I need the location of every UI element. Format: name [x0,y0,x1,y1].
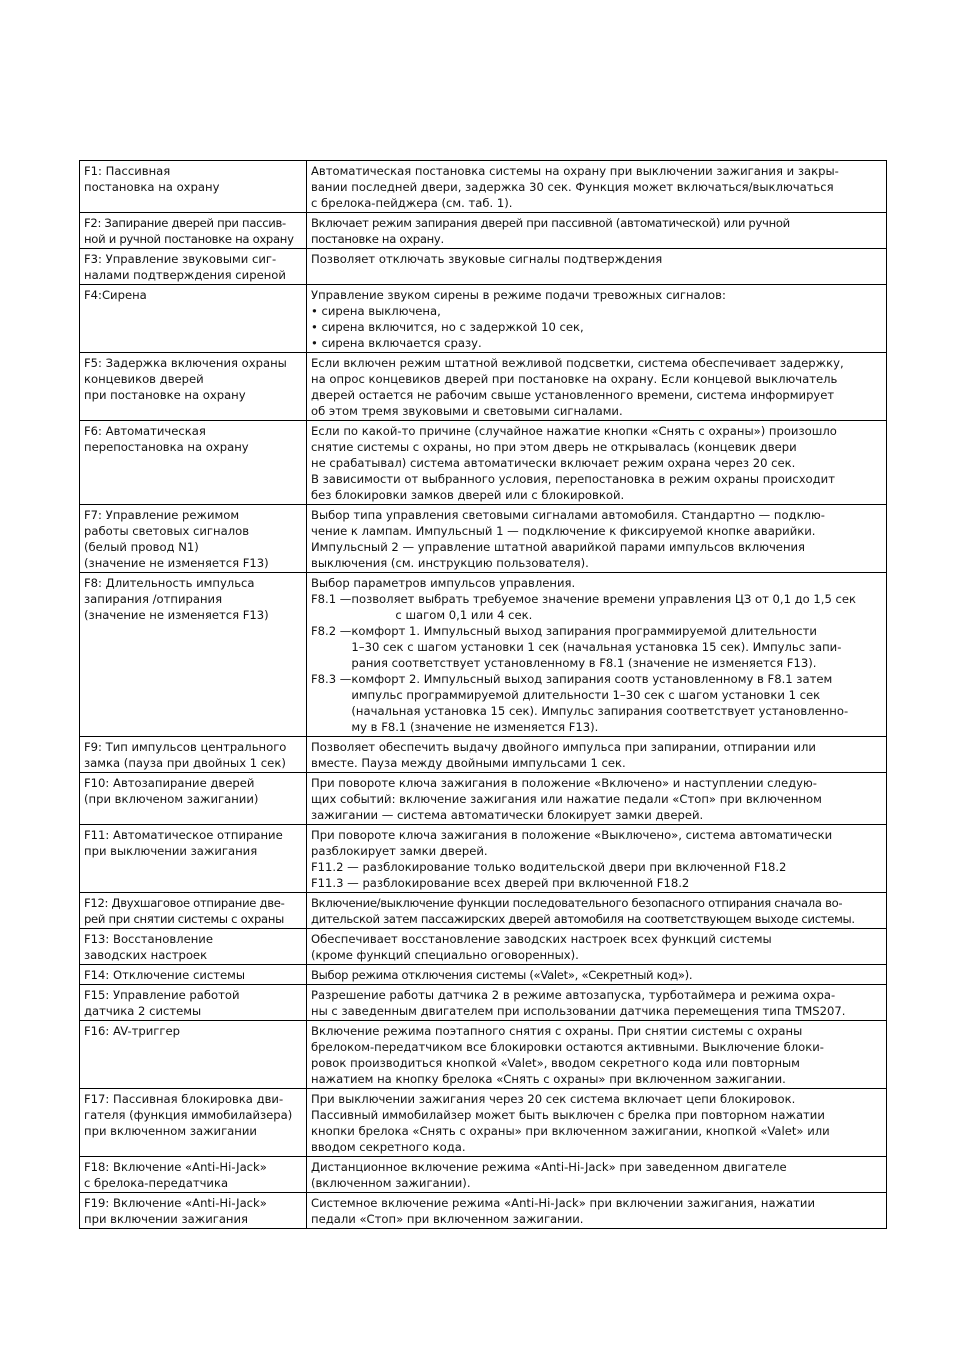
function-name-cell [80,213,307,249]
function-description-cell [307,773,887,825]
description-line: (начальная установка 15 сек). Импульс запирания соответствует установленно- [351,704,849,718]
description-line: нажатием на кнопку брелока «Снять с охраны» при включенном зажигании. [311,1072,786,1086]
function-name-cell [80,1089,307,1157]
function-name-line: (значение не изменяется F13) [84,608,269,622]
description-line: щих событий: включение зажигания или нажатие педали «Стоп» при включенном [311,792,822,806]
description-line: ны с заведенным двигателем при использовании датчика перемещения типа TMS207. [311,1004,846,1018]
description-line: об этом тремя звуковыми и световыми сигналами. [311,404,623,418]
function-description-cell [307,737,887,773]
function-name-cell [80,1193,307,1229]
description-line: Управление звуком сирены в режиме подачи тревожных сигналов: [311,288,726,302]
description-line: F11.3 — разблокирование всех дверей при включенной F18.2 [311,876,690,890]
description-line: разблокирует замки дверей. [311,844,488,858]
function-name-line: F18: Включение «Anti-Hi-Jack» [84,1160,267,1174]
description-line: Включает режим запирания дверей при пассивной (автоматической) или ручной [311,216,790,230]
sub-option-code: F8.3 — [311,672,352,686]
function-name-cell [80,985,307,1021]
function-description-cell [307,825,887,893]
description-line: Выбор параметров импульсов управления. [311,576,576,590]
function-name-line: рей при снятии системы с охраны [84,912,284,926]
function-description-cell [307,421,887,505]
function-name-line: F10: Автозапирание дверей [84,776,255,790]
function-description-cell [307,1193,887,1229]
description-line: Включение/выключение функции последовательного безопасного отпирания сначала во- [311,896,843,910]
description-line: вании последней двери, задержка 30 сек. Функция может включаться/выключаться [311,180,834,194]
function-name-line: налами подтверждения сиреной [84,268,286,282]
description-line: му в F8.1 (значение не изменяется F13). [351,720,599,734]
description-line: F11.2 — разблокирование только водительской двери при включенной F18.2 [311,860,787,874]
function-description-cell [307,985,887,1021]
description-line: дительской затем пассажирских дверей автомобиля на соответствующем выходе системы. [311,912,855,926]
function-name-cell [80,505,307,573]
function-description-cell [307,965,887,985]
description-line: педали «Стоп» при включенном зажигании. [311,1212,584,1226]
function-name-cell [80,893,307,929]
function-name-line: F15: Управление работой [84,988,240,1002]
function-name-line: гателя (функция иммобилайзера) [84,1108,293,1122]
description-line: В зависимости от выбранного условия, перепостановка в режим охраны происходит [311,472,835,486]
function-name-line: (значение не изменяется F13) [84,556,269,570]
function-row [80,285,887,353]
function-row [80,421,887,505]
sub-option-code: F8.1 — [311,592,352,606]
description-line: 1–30 сек с шагом установки 1 сек (начальная установка 15 сек). Импульс запи- [351,640,842,654]
function-row [80,985,887,1021]
function-row [80,1157,887,1193]
function-name-line: при включении зажигания [84,1212,249,1226]
description-line: вводом секретного кода. [311,1140,466,1154]
function-name-cell [80,737,307,773]
description-line: постановке на охрану. [311,232,444,246]
description-line: Дистанционное включение режима «Anti-Hi-Jack» при заведенном двигателе [311,1160,787,1174]
function-name-line: при постановке на охрану [84,388,246,402]
function-name-line: F7: Управление режимом [84,508,240,522]
function-name-line: F16: AV-триггер [84,1024,180,1038]
description-line: (включенном зажигании). [311,1176,471,1190]
function-row [80,573,887,737]
description-line: ровок производиться кнопкой «Valet», вводом секретного кода или повторным [311,1056,800,1070]
function-name-line: F6: Автоматическая [84,424,206,438]
function-description-cell [307,1089,887,1157]
description-line: Системное включение режима «Anti-Hi-Jack» при включении зажигания, нажатии [311,1196,815,1210]
description-line: • сирена включается сразу. [311,336,482,350]
function-name-line: F19: Включение «Anti-Hi-Jack» [84,1196,267,1210]
description-line: брелоком-передатчиком все блокировки остаются активными. Выключение блоки- [311,1040,824,1054]
description-line: Позволяет отключать звуковые сигналы подтверждения [311,252,663,266]
description-line: зажигании — система автоматически блокирует замки дверей. [311,808,704,822]
function-description-cell [307,285,887,353]
function-name-cell [80,1157,307,1193]
function-name-line: ной и ручной постановке на охрану [84,232,294,246]
description-line: выключения (см. инструкцию пользователя). [311,556,589,570]
description-line: комфорт 2. Импульсный выход запирания соотв установленному в F8.1 затем [351,672,833,686]
description-line: • сирена включится, но с задержкой 10 сек, [311,320,584,334]
function-description-cell [307,249,887,285]
function-row [80,213,887,249]
sub-option-item [311,671,882,735]
sub-option-item [311,623,882,671]
function-description-cell [307,353,887,421]
function-name-line: F1: Пассивная [84,164,171,178]
function-name-cell [80,285,307,353]
function-row [80,929,887,965]
description-line: вместе. Пауза между двойными импульсами 1 сек. [311,756,626,770]
function-description-cell [307,573,887,737]
function-description-cell [307,213,887,249]
function-name-cell [80,1021,307,1089]
description-line: кнопки брелока «Снять с охраны» при включенном зажигании, кнопкой «Valet» или [311,1124,830,1138]
function-row [80,1089,887,1157]
description-line: позволяет выбрать требуемое значение времени управления ЦЗ от 0,1 до 1,5 сек [351,592,857,606]
description-line: Разрешение работы датчика 2 в режиме автозапуска, турботаймера и режима охра- [311,988,836,1002]
function-row [80,249,887,285]
description-line: Выбор типа управления световыми сигналами автомобиля. Стандартно — подклю- [311,508,825,522]
function-name-cell [80,161,307,213]
description-line: не срабатывал) система автоматически включает режим охрана через 20 сек. [311,456,796,470]
function-name-line: с брелока-передатчика [84,1176,229,1190]
sub-option-code: F8.2 — [311,624,352,638]
function-name-line: (белый провод N1) [84,540,199,554]
description-line: чение к лампам. Импульсный 1 — подключение к фиксируемой кнопке аварийки. [311,524,816,538]
description-line: (кроме функций специально оговоренных). [311,948,579,962]
function-name-line: F3: Управление звуковыми сиг- [84,252,277,266]
function-row [80,773,887,825]
function-name-line: концевиков дверей [84,372,204,386]
function-name-line: заводских настроек [84,948,208,962]
function-name-line: F8: Длительность импульса [84,576,255,590]
function-name-cell [80,929,307,965]
description-line: с шагом 0,1 или 4 сек. [395,608,533,622]
function-row [80,737,887,773]
description-line: Включение режима поэтапного снятия с охраны. При снятии системы с охраны [311,1024,803,1038]
function-row [80,893,887,929]
function-name-line: работы световых сигналов [84,524,250,538]
function-name-line: перепостановка на охрану [84,440,249,454]
function-name-line: F4:Сирена [84,288,147,302]
function-name-line: при выключении зажигания [84,844,258,858]
function-name-line: F11: Автоматическое отпирание [84,828,283,842]
sub-option-text [351,671,882,735]
function-row [80,825,887,893]
description-line: Выбор режима отключения системы («Valet», «Секретный код»). [311,968,693,982]
function-name-cell [80,421,307,505]
function-description-cell [307,161,887,213]
function-row [80,1193,887,1229]
function-name-line: F17: Пассивная блокировка дви- [84,1092,284,1106]
description-line: импульс программируемой длительности 1–30 сек с шагом установки 1 сек [351,688,821,702]
function-row [80,353,887,421]
description-line: Позволяет обеспечить выдачу двойного импульса при запирании, отпирании или [311,740,816,754]
function-name-cell [80,965,307,985]
function-name-cell [80,573,307,737]
sub-option-text [351,591,882,623]
description-line: Если включен режим штатной вежливой подсветки, система обеспечивает задержку, [311,356,844,370]
description-line: Пассивный иммобилайзер может быть выключен с брелка при повторном нажатии [311,1108,825,1122]
function-description-cell [307,1157,887,1193]
function-name-line: (при включеном зажигании) [84,792,259,806]
function-name-cell [80,249,307,285]
description-line: Автоматическая постановка системы на охрану при выключении зажигания и закры- [311,164,839,178]
function-name-line: запирания /отпирания [84,592,223,606]
description-line: без блокировки замков дверей или с блокировкой. [311,488,625,502]
description-line: При повороте ключа зажигания в положение «Включено» и наступлении следую- [311,776,817,790]
function-description-cell [307,929,887,965]
description-line: рания соответствует установленному в F8.1 (значение не изменяется F13). [351,656,817,670]
sub-option-item [311,591,882,623]
function-row [80,965,887,985]
sub-option-text [351,623,882,671]
description-line: на опрос концевиков дверей при постановке на охрану. Если концевой выключатель [311,372,838,386]
description-line: • сирена выключена, [311,304,441,318]
function-row [80,505,887,573]
function-name-line: F13: Восстановление [84,932,213,946]
function-table-body [80,161,887,1229]
function-name-line: при включенном зажигании [84,1124,257,1138]
function-description-cell [307,893,887,929]
description-line: с брелока-пейджера (см. таб. 1). [311,196,513,210]
description-line: Импульсный 2 — управление штатной аварийкой парами импульсов включения [311,540,806,554]
function-name-line: постановка на охрану [84,180,220,194]
description-line: дверей остается не рабочим свыше установленного времени, система информирует [311,388,835,402]
function-row [80,1021,887,1089]
function-name-cell [80,825,307,893]
function-name-line: F14: Отключение системы [84,968,246,982]
function-name-line: F9: Тип импульсов центрального [84,740,287,754]
function-description-cell [307,505,887,573]
function-table [79,160,887,1229]
function-row [80,161,887,213]
description-line: комфорт 1. Импульсный выход запирания программируемой длительности [351,624,817,638]
function-name-cell [80,773,307,825]
function-name-line: датчика 2 системы [84,1004,202,1018]
description-line: снятие системы с охраны, но при этом дверь не открывалась (концевик двери [311,440,797,454]
function-name-line: F12: Двухшаговое отпирание две- [84,896,285,910]
function-name-cell [80,353,307,421]
description-line: Если по какой-то причине (случайное нажатие кнопки «Снять с охраны») произошло [311,424,837,438]
description-line: Обеспечивает восстановление заводских настроек всех функций системы [311,932,772,946]
function-name-line: F2: Запирание дверей при пассив- [84,216,286,230]
description-line: При выключении зажигания через 20 сек система включает цепи блокировок. [311,1092,796,1106]
description-line: При повороте ключа зажигания в положение «Выключено», система автоматически [311,828,833,842]
function-name-line: F5: Задержка включения охраны [84,356,287,370]
function-description-cell [307,1021,887,1089]
function-name-line: замка (пауза при двойных 1 сек) [84,756,286,770]
